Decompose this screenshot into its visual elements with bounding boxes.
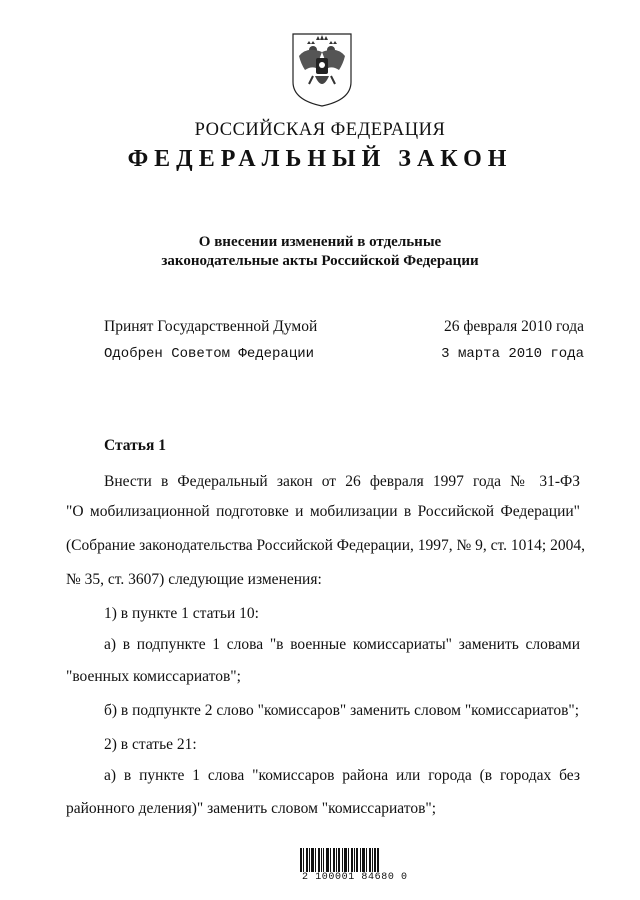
council-approval-label: Одобрен Советом Федерации [104,346,315,362]
list-item: а) в пункте 1 слова "комиссаров района или города (в городах без [104,767,580,784]
paragraph-line: № 35, ст. 3607) следующие изменения: [66,571,322,588]
list-item: б) в подпункте 2 слово "комиссаров" заменить словом "комиссариатов"; [104,702,580,719]
duma-adoption-date: 26 февраля 2010 года [443,318,584,335]
paragraph-line: Внести в Федеральный закон от 26 февраля 1997 года № 31-ФЗ [104,473,580,490]
list-item: а) в подпункте 1 слова "в военные комиссариаты" заменить словами [104,636,580,653]
paragraph-line: (Собрание законодательства Российской Федерации, 1997, № 9, ст. 1014; 2004, [66,537,585,554]
paragraph-line: "О мобилизационной подготовке и мобилизации в Российской Федерации" [66,503,580,520]
russian-coat-of-arms-icon [289,30,355,108]
list-item: 1) в пункте 1 статьи 10: [104,605,259,622]
duma-adoption-label: Принят Государственной Думой [104,318,318,335]
law-title [0,233,640,271]
country-name: РОССИЙСКАЯ ФЕДЕРАЦИЯ [194,120,446,140]
law-title-line: законодательные акты Российской Федерации [161,253,479,269]
barcode-icon [300,848,380,874]
document-type: ФЕДЕРАЛЬНЫЙ ЗАКОН [127,146,513,172]
article-heading: Статья 1 [104,437,166,454]
council-approval-date: 3 марта 2010 года [441,346,584,362]
list-item: 2) в статье 21: [104,736,197,753]
list-item-continuation: "военных комиссариатов"; [66,668,241,685]
list-item-continuation: районного деления)" заменить словом "комиссариатов"; [66,800,437,817]
barcode-number: 2 100001 84680 0 [302,872,408,883]
law-title-line: О внесении изменений в отдельные [198,234,442,250]
